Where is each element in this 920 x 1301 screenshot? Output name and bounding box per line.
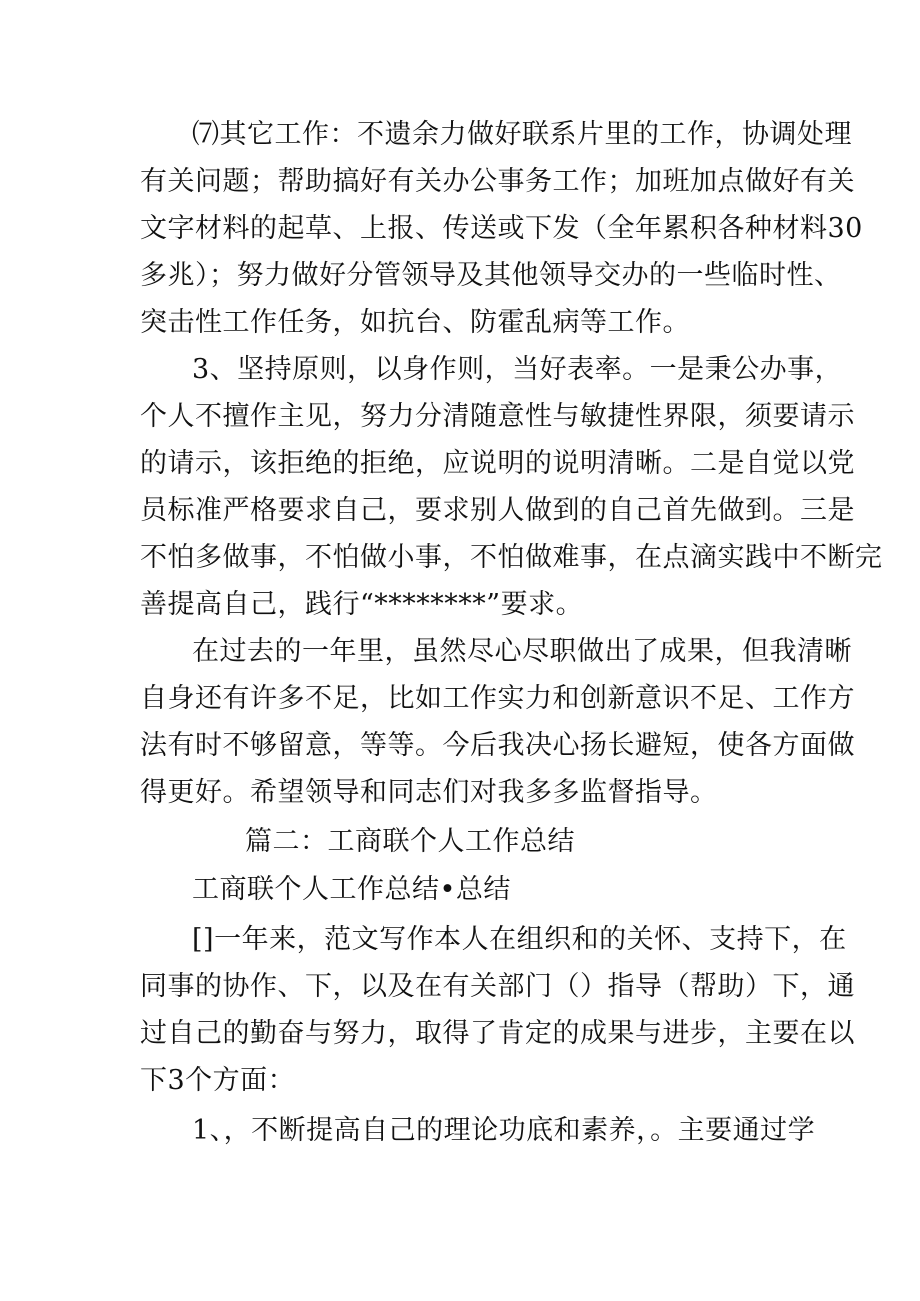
text-line: 不怕多做事，不怕做小事，不怕做难事，在点滴实践中不断完	[140, 542, 883, 573]
text-line: 得更好。希望领导和同志们对我多多监督指导。	[140, 777, 718, 808]
text-line: 法有时不够留意，等等。今后我决心扬长避短，使各方面做	[140, 730, 855, 761]
text-line: 同事的协作、下，以及在有关部门（）指导（帮助）下，通	[140, 971, 855, 1002]
text-line: 个人不擅作主见，努力分清随意性与敏捷性界限，须要请示	[140, 401, 855, 432]
text-line: 文字材料的起草、上报、传送或下发（全年累积各种材料30	[140, 213, 863, 244]
text-line: 员标准严格要求自己，要求别人做到的自己首先做到。三是	[140, 495, 855, 526]
text-line: 有关问题；帮助搞好有关办公事务工作；加班加点做好有关	[140, 166, 855, 197]
text-line: 善提高自己，践行“********”要求。	[140, 589, 584, 620]
text-line: 突击性工作任务，如抗台、防霍乱病等工作。	[140, 307, 690, 338]
text-line: 多兆）；努力做好分管领导及其他领导交办的一些临时性、	[140, 260, 842, 291]
section-subtitle: 工商联个人工作总结•总结	[192, 874, 511, 905]
text-line: []一年来，范文写作本人在组织和的关怀、支持下，在	[192, 924, 847, 955]
text-line: 过自己的勤奋与努力，取得了肯定的成果与进步，主要在以	[140, 1018, 855, 1049]
text-line: 3、坚持原则，以身作则，当好表率。一是秉公办事，	[192, 354, 843, 385]
text-line: 1、，不断提高自己的理论功底和素养，。主要通过学	[192, 1115, 816, 1146]
text-line: 下3个方面：	[140, 1065, 296, 1096]
text-line: 的请示，该拒绝的拒绝，应说明的说明清晰。二是自觉以党	[140, 448, 855, 479]
text-line: ⑺其它工作：不遗余力做好联系片里的工作，协调处理	[192, 119, 852, 150]
text-line: 自身还有许多不足，比如工作实力和创新意识不足、工作方	[140, 683, 855, 714]
text-line: 在过去的一年里，虽然尽心尽职做出了成果，但我清晰	[192, 636, 852, 667]
section-heading: 篇二：工商联个人工作总结	[245, 826, 575, 857]
